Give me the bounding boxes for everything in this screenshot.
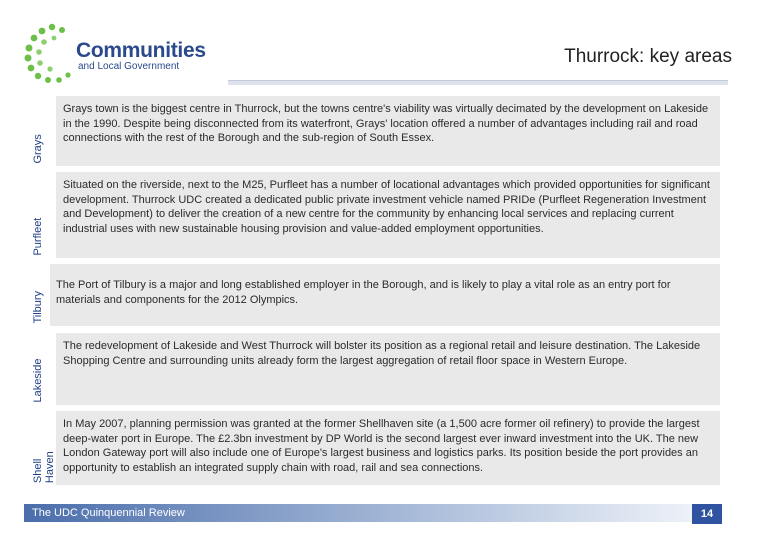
area-description: Situated on the riverside, next to the M25, Purfleet has a number of locational advantages which provided opportunities for significant development. Thurrock UDC created a dedicated public private investment vehicle named PRIDe (Purfleet Regeneration Investment and Development) to deliver the creation of a new centre for the community by enhancing local services and replacing current industrial uses with new sustainable housing provision and value-added employment opportunities. <box>63 179 710 235</box>
logo-subtitle: and Local Government <box>78 61 180 72</box>
area-tab <box>22 264 44 326</box>
area-label: Shell Haven <box>32 451 56 483</box>
area-panel <box>56 333 720 405</box>
logo-title: Communities <box>76 39 206 62</box>
footer-bar <box>24 504 694 522</box>
area-tab <box>22 333 44 405</box>
area-panel <box>56 96 720 166</box>
area-row-lakeside <box>22 333 720 405</box>
area-label: Grays <box>32 134 44 164</box>
page-number: 14 <box>692 504 722 524</box>
area-tab <box>22 172 44 258</box>
area-description: The redevelopment of Lakeside and West Thurrock will bolster its position as a regional retail and leisure destination. The Lakeside Shopping Centre and surrounding units already form the largest aggregation of retail floor space in Western Europe. <box>63 340 701 367</box>
area-row-shell-haven <box>22 411 720 485</box>
logo-dots-icon <box>22 22 76 84</box>
area-panel <box>50 264 720 326</box>
area-row-tilbury <box>22 264 720 326</box>
area-description: Grays town is the biggest centre in Thurrock, but the towns centre's viability was virtually decimated by the development on Lakeside in the 1990. Despite being disconnected from its waterfront, Grays' location offered a number of advantages including rail and road connections with the rest of the Borough and the sub-region of South Essex. <box>63 103 709 144</box>
area-description: The Port of Tilbury is a major and long established employer in the Borough, and is likely to play a vital role as an entry port for materials and components for the 2012 Olympics. <box>56 279 671 306</box>
area-panel <box>56 172 720 258</box>
title-divider <box>228 80 728 85</box>
logo <box>22 22 222 84</box>
footer-text: The UDC Quinquennial Review <box>32 507 185 519</box>
area-row-grays <box>22 96 720 166</box>
area-tab <box>22 96 44 166</box>
area-row-purfleet <box>22 172 720 258</box>
area-panel <box>56 411 720 485</box>
area-tab <box>22 411 56 485</box>
slide-title: Thurrock: key areas <box>564 46 732 67</box>
area-label: Lakeside <box>32 358 44 403</box>
area-label: Purfleet <box>32 218 44 256</box>
area-description: In May 2007, planning permission was granted at the former Shellhaven site (a 1,500 acre former oil refinery) to provide the largest deep-water port in Europe. The £2.3bn investment by DP World is the second largest ever inward investment into the UK. The new London Gateway port will also include one of Europe's largest business and logistics parks. Its position beside the port provides an opportunity to establish an integrated supply chain with road, rail and sea connections. <box>63 418 700 474</box>
area-label: Tilbury <box>32 291 44 324</box>
